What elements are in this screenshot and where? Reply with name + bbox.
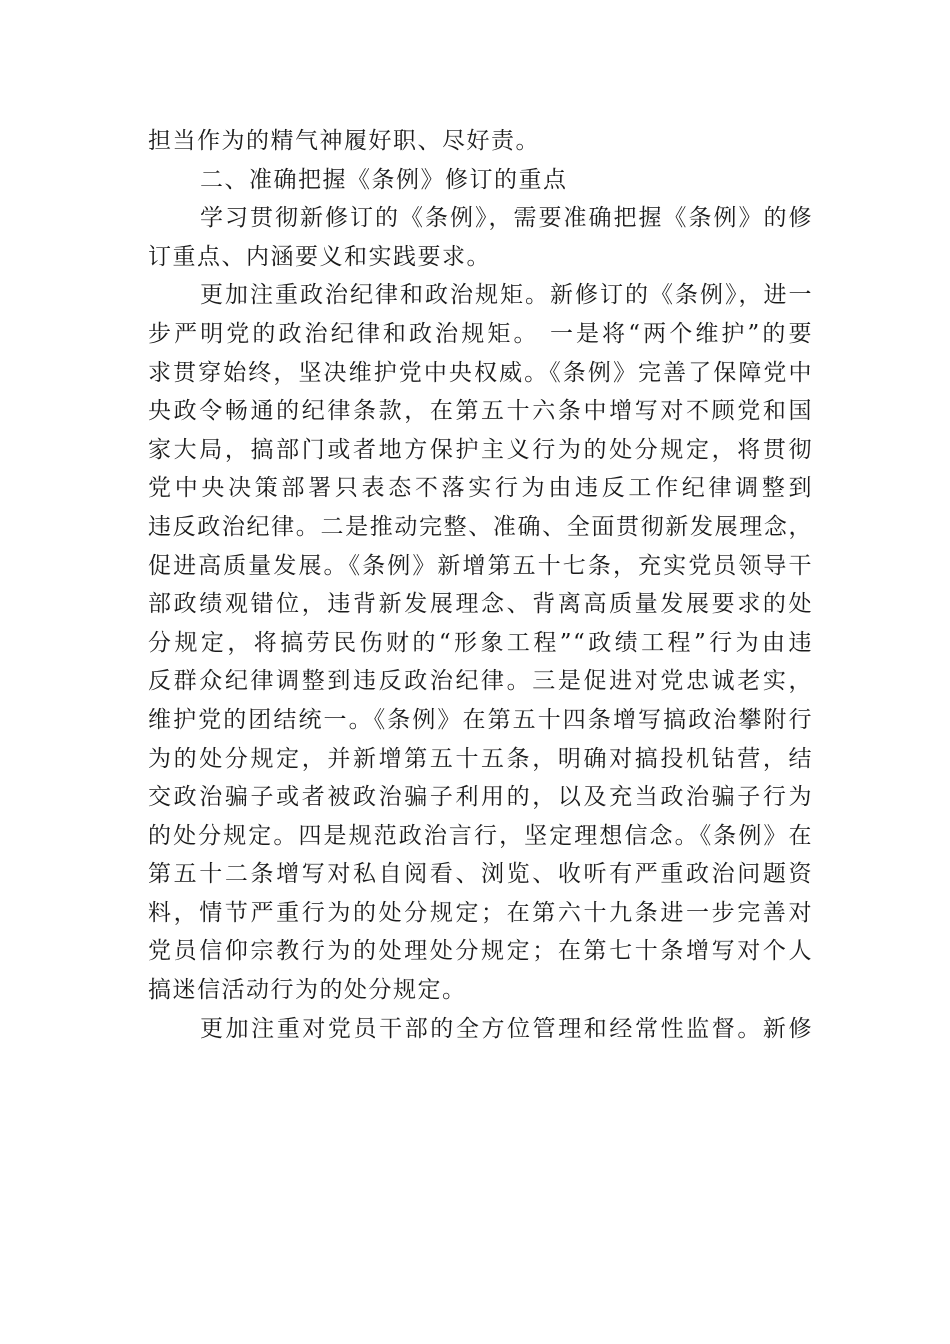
text-line: 部政绩观错位，违背新发展理念、背离高质量发展要求的处 (148, 591, 813, 618)
text-line: 的处分规定。四是规范政治言行，坚定理想信念。《条例》在 (148, 822, 813, 849)
text-line: 分规定，将搞劳民伤财的“形象工程”“政绩工程”行为由违 (148, 629, 813, 656)
text-line: 料，情节严重行为的处分规定；在第六十九条进一步完善对 (148, 899, 813, 926)
text-line: 违反政治纪律。二是推动完整、准确、全面贯彻新发展理念， (148, 513, 813, 540)
text-line: 第五十二条增写对私自阅看、浏览、收听有严重政治问题资 (148, 861, 813, 888)
paragraph-first-line: 更加注重政治纪律和政治规矩。新修订的《条例》，进一 (200, 282, 813, 309)
text-line: 家大局，搞部门或者地方保护主义行为的处分规定，将贯彻 (148, 436, 813, 463)
text-line: 搞迷信活动行为的处分规定。 (148, 977, 467, 1004)
text-line: 党中央决策部署只表态不落实行为由违反工作纪律调整到 (148, 475, 813, 502)
text-line: 求贯穿始终，坚决维护党中央权威。《条例》完善了保障党中 (148, 359, 813, 386)
paragraph-first-line: 二、准确把握《条例》修订的重点 (200, 166, 568, 193)
document-body (148, 122, 813, 1048)
text-line: 步严明党的政治纪律和政治规矩。 一是将“两个维护”的要 (148, 320, 813, 347)
text-line: 担当作为的精气神履好职、尽好责。 (148, 128, 540, 154)
text-line: 维护党的团结统一。《条例》在第五十四条增写搞政治攀附行 (148, 706, 813, 733)
text-line: 为的处分规定，并新增第五十五条，明确对搞投机钻营，结 (148, 745, 813, 772)
text-line: 央政令畅通的纪律条款，在第五十六条中增写对不顾党和国 (148, 398, 813, 425)
text-line: 党员信仰宗教行为的处理处分规定；在第七十条增写对个人 (148, 938, 813, 965)
paragraph-first-line: 学习贯彻新修订的《条例》，需要准确把握《条例》的修 (200, 205, 813, 232)
text-line: 反群众纪律调整到违反政治纪律。三是促进对党忠诚老实， (148, 668, 813, 695)
text-line: 订重点、内涵要义和实践要求。 (148, 243, 491, 270)
paragraph-first-line: 更加注重对党员干部的全方位管理和经常性监督。新修 (200, 1015, 813, 1042)
text-line: 促进高质量发展。《条例》新增第五十七条，充实党员领导干 (148, 552, 813, 579)
text-line: 交政治骗子或者被政治骗子利用的，以及充当政治骗子行为 (148, 784, 813, 811)
